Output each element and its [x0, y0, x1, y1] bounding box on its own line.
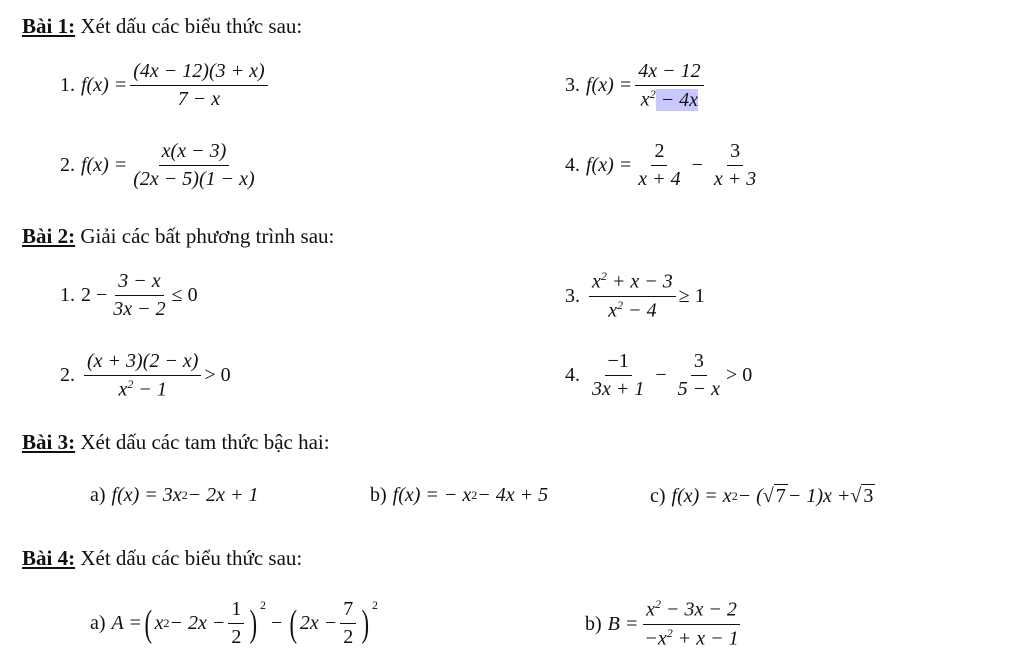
- numerator: 3 − x: [115, 270, 163, 296]
- item-number: a): [90, 484, 106, 506]
- operator: −: [691, 154, 703, 176]
- den-part: x: [608, 299, 618, 322]
- numerator: 1: [228, 598, 244, 624]
- bai1-label: Bài 1:: [22, 14, 76, 38]
- den-part: x: [640, 88, 650, 111]
- exponent: 2: [649, 87, 656, 101]
- bai2-item-2: [60, 350, 231, 402]
- den-part: − 4: [623, 299, 657, 322]
- fraction: [589, 270, 676, 322]
- item-number: a): [90, 612, 106, 634]
- expr-part: − (: [737, 484, 763, 507]
- fraction: [110, 270, 168, 321]
- expr-part: − 4x + 5: [477, 484, 549, 506]
- denominator: x + 3: [713, 168, 757, 190]
- bai1-item-2: [60, 140, 261, 191]
- item-number: 1.: [60, 74, 75, 96]
- denominator: [605, 297, 659, 323]
- item-number: c): [650, 484, 666, 507]
- denominator: 2: [343, 626, 354, 648]
- item-number: b): [370, 484, 387, 506]
- numerator: (x + 3)(2 − x): [84, 350, 201, 376]
- num-part: − 3x − 2: [661, 598, 737, 621]
- numerator: 2: [651, 140, 667, 166]
- fraction: [130, 60, 267, 111]
- numerator: 3: [691, 350, 707, 376]
- fraction: [340, 598, 356, 649]
- exponent: 2: [731, 488, 738, 503]
- lhs: f(x) =: [81, 74, 128, 96]
- fraction: [130, 140, 257, 191]
- den-part: + x − 1: [672, 627, 739, 650]
- item-number: 4.: [565, 364, 580, 386]
- expr-part: − 2x + 1: [187, 484, 259, 506]
- bai4-label: Bài 4:: [22, 546, 76, 570]
- bai1-heading: [22, 14, 302, 39]
- numerator: [643, 598, 740, 625]
- denominator: 3x − 2: [113, 298, 166, 320]
- num-part: x: [592, 270, 601, 293]
- exponent: 2: [181, 488, 188, 502]
- relation: > 0: [726, 364, 753, 386]
- bai3-label: Bài 3:: [22, 430, 76, 454]
- item-number: 2.: [60, 364, 75, 387]
- operator: −: [655, 364, 667, 386]
- exponent: 2: [127, 377, 134, 391]
- fraction: [84, 350, 201, 402]
- denominator: 5 − x: [677, 378, 721, 400]
- numerator: −1: [605, 350, 632, 376]
- bai3-item-c: [650, 484, 875, 508]
- num-part: x: [646, 598, 656, 621]
- fraction-1: [635, 140, 683, 191]
- exponent: 2: [471, 488, 478, 502]
- fraction: [228, 598, 244, 649]
- highlighted-text: − 4x: [655, 88, 699, 111]
- bai2-item-3: [565, 270, 705, 322]
- bai2-label: Bài 2:: [22, 224, 76, 248]
- relation: ≥ 1: [678, 284, 705, 307]
- denominator: [116, 376, 170, 402]
- exponent: 2: [666, 625, 673, 640]
- bai3-item-a: [90, 484, 259, 507]
- item-number: 3.: [565, 74, 580, 97]
- fraction-2: [675, 350, 723, 401]
- expr-part: 2x −: [299, 612, 338, 634]
- sqrt-sign: √: [850, 484, 862, 507]
- bai4-text: Xét dấu các biểu thức sau:: [75, 546, 303, 570]
- expr-part: f(x) = x: [671, 484, 732, 507]
- expr-part: − 2x −: [169, 612, 226, 634]
- lhs: A =: [111, 612, 142, 634]
- item-number: 1.: [60, 284, 75, 306]
- bai3-item-b: [370, 484, 548, 507]
- exponent: 2: [617, 297, 624, 312]
- relation: > 0: [204, 364, 231, 387]
- item-number: 3.: [565, 284, 580, 307]
- lhs: f(x) =: [586, 74, 633, 97]
- numerator: 7: [340, 598, 356, 624]
- denominator: (2x − 5)(1 − x): [133, 168, 255, 190]
- radicand: 3: [863, 485, 874, 507]
- numerator: 4x − 12: [635, 60, 703, 86]
- operator: −: [270, 612, 283, 634]
- lhs: B =: [607, 612, 639, 635]
- den-part: −x: [644, 627, 667, 650]
- fraction-1: [589, 350, 647, 401]
- left-paren: (: [289, 602, 298, 645]
- denominator: x + 4: [638, 168, 681, 190]
- item-number: 4.: [565, 154, 580, 176]
- den-part: x: [118, 378, 128, 401]
- expr-part: x: [154, 612, 164, 634]
- item-number: 2.: [60, 154, 75, 176]
- numerator: (4x − 12)(3 + x): [130, 60, 267, 86]
- fraction: [635, 60, 703, 112]
- fraction-2: [711, 140, 759, 191]
- numerator: x(x − 3): [159, 140, 230, 166]
- bai1-item-3: [565, 60, 707, 112]
- bai1-item-1: [60, 60, 271, 111]
- sqrt-sign: √: [762, 484, 774, 507]
- bai1-item-4: [565, 140, 762, 191]
- bai4-heading: [22, 546, 302, 571]
- right-paren: ): [249, 602, 258, 645]
- denominator: [638, 86, 701, 112]
- relation: ≤ 0: [171, 284, 198, 306]
- bai4-item-b: [585, 598, 745, 650]
- num-part: + x − 3: [606, 270, 673, 293]
- exponent: 2: [371, 598, 378, 612]
- exponent: 2: [600, 269, 607, 283]
- left-paren: (: [144, 602, 153, 645]
- bai2-text: Giải các bất phương trình sau:: [75, 224, 335, 248]
- bai2-item-1: [60, 270, 198, 321]
- right-paren: ): [361, 602, 370, 645]
- bai2-heading: [22, 224, 334, 249]
- expr-part: f(x) = 3x: [111, 484, 182, 506]
- bai1-text: Xét dấu các biểu thức sau:: [75, 14, 303, 38]
- numerator: 3: [727, 140, 743, 166]
- radicand: 7: [775, 485, 786, 507]
- den-part: − 1: [133, 378, 167, 401]
- numerator: [589, 270, 676, 297]
- item-number: b): [585, 612, 602, 635]
- lhs: f(x) =: [81, 154, 128, 176]
- denominator: 2: [231, 626, 242, 648]
- exponent: 2: [163, 616, 170, 630]
- expr-part: f(x) = − x: [392, 484, 472, 506]
- bai4-item-a: [90, 598, 378, 649]
- exponent: 2: [655, 597, 662, 611]
- bai3-text: Xét dấu các tam thức bậc hai:: [75, 430, 330, 454]
- denominator: 7 − x: [177, 88, 221, 110]
- expr-part: − 1)x +: [787, 484, 851, 507]
- lhs: f(x) =: [586, 154, 633, 176]
- prefix: 2 −: [81, 284, 108, 306]
- denominator: 3x + 1: [592, 378, 645, 400]
- exponent: 2: [259, 598, 266, 612]
- bai3-heading: [22, 430, 330, 455]
- bai2-item-4: [565, 350, 752, 401]
- fraction: [641, 598, 741, 650]
- denominator: [641, 625, 741, 651]
